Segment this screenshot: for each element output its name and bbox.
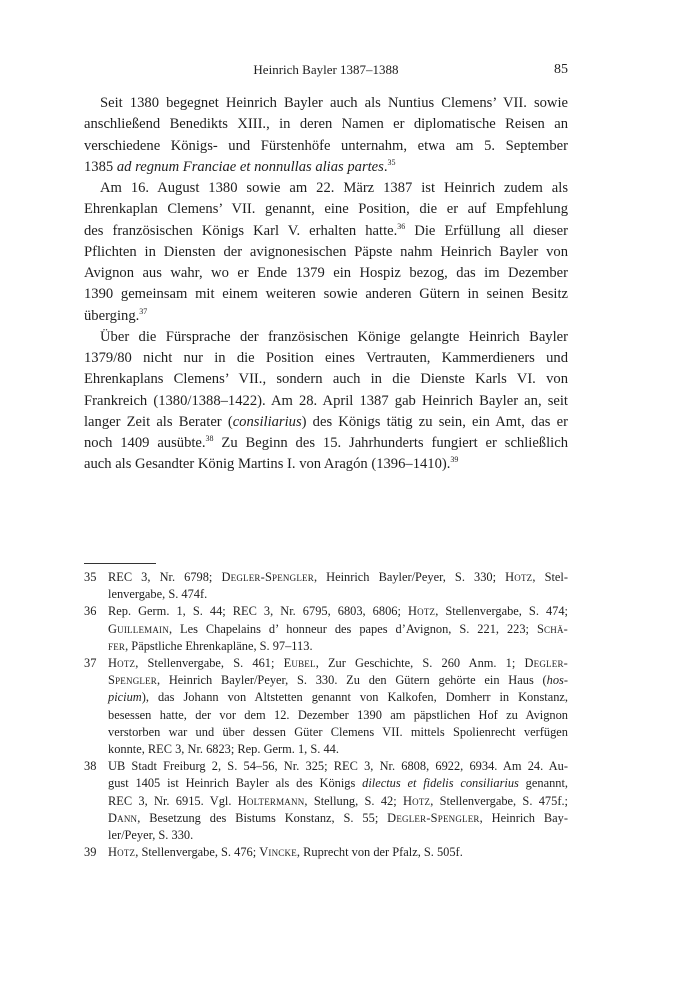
footnote-line: REC 3, Nr. 6798; Degler-Spengler, Heinrich Bayler/Peyer, S. 330; Hotz, Stel- [108,570,568,584]
footnote-ref-39: 39 [450,455,459,465]
text-line: Über die Fürsprache der französischen Könige gelangte Heinrich Bayler [100,328,568,345]
text-line: anschließend Benedikts XIII., in deren Namen er diplomatische Reisen an [84,116,568,133]
footnote-line: konnte, REC 3, Nr. 6823; Rep. Germ. 1, S. 44. [108,742,339,757]
footnote-number: 39 [84,845,97,860]
text-line: noch 1409 ausübte.$^{38}$ Zu Beginn des 15. Jahrhunderts fungiert er schließlich [84,434,568,451]
running-title: Heinrich Bayler 1387–1388 [253,62,399,77]
text-line: 1379/80 nicht nur in die Position eines Vertrauten, Kammerdieners und [84,350,568,366]
running-head [84,62,568,82]
footnote-36 [84,603,568,655]
footnote-line: Spengler, Heinrich Bayler/Peyer, S. 330. Zu den Gütern gehörte ein Haus (hos- [108,673,568,688]
text-line: Pflichten in Diensten der avignonesischen Päpste nahm Heinrich Bayler von [84,243,568,260]
footnote-line: UB Stadt Freiburg 2, S. 54–56, Nr. 325; REC 3, Nr. 6808, 6922, 6934. Am 24. Au- [108,759,568,774]
text-line: überging.$^{37}$ [84,306,148,324]
main-text [84,93,568,476]
footnote-line: Rep. Germ. 1, S. 44; REC 3, Nr. 6795, 6803, 6806; Hotz, Stellenvergabe, S. 474; [108,604,569,619]
footnote-38 [84,758,568,844]
footnote-number: 36 [84,604,97,619]
footnote-ref-38: 38 [205,434,214,444]
footnote-line: gust 1405 ist Heinrich Bayler als des Königs dilectus et fidelis consiliarius genannt, [108,776,568,791]
text-line: des französischen Königs Karl V. erhalten hatte.$^{36}$ Die Erfüllung all dieser [84,221,568,239]
footnote-line: Hotz, Stellenvergabe, S. 476; Vincke, Ruprecht von der Pfalz, S. 505f. [108,845,463,860]
footnote-number: 37 [84,656,97,671]
footnotes [84,569,568,861]
footnote-line: Guillemain, Les Chapelains d’ honneur des papes d’Avignon, S. 221, 223; Schä- [108,621,568,636]
footnote-line: fer, Päpstliche Ehrenkapläne, S. 97–113. [108,638,313,653]
footnote-separator [84,563,156,564]
footnote-ref-35: 35 [387,157,396,167]
page-number: 85 [554,62,568,77]
text-line: Seit 1380 begegnet Heinrich Bayler auch als Nuntius Clemens’ VII. sowie [100,95,568,111]
paragraph-2 [84,178,568,327]
text-line: Avignon aus wahr, wo er Ende 1379 ein Hospiz bezog, das im Dezember [84,265,568,281]
text-line: 1385 ad regnum Franciae et nonnullas alias partes.$^{35}$ [84,157,396,175]
footnote-line: verstorben war und über dessen Güter Clemens VII. mittels Spolienrecht verfügen [108,724,568,739]
footnote-line: Dann, Besetzung des Bistums Konstanz, S. 55; Degler-Spengler, Heinrich Bay- [108,810,568,825]
text-line: auch als Gesandter König Martins I. von Aragón (1396–1410).$^{39}$ [84,455,459,473]
footnote-number: 35 [84,570,97,584]
paragraph-1 [84,93,568,178]
text-line: Ehrenkaplan Clemens’ VII. genannt, eine Position, die er auf Empfehlung [84,201,568,218]
text-line: verschiedene Königs- und Fürstenhöfe unternahm, etwa am 5. September [84,137,568,154]
text-line: Ehrenkaplans Clemens’ VII., sondern auch in die Dienste Karls VI. von [84,371,568,388]
footnote-line: Hotz, Stellenvergabe, S. 461; Eubel, Zur Geschichte, S. 260 Anm. 1; Degler- [108,656,568,671]
footnote-ref-36: 36 [397,221,406,231]
text-line: 1390 gemeinsam mit einem weiteren sowie anderen Gütern in seinen Besitz [84,286,568,303]
paragraph-3 [84,327,568,476]
footnote-39 [84,844,568,861]
footnote-line: picium), das Johann von Altstetten genannt von Kalkofen, Domherr in Konstanz, [108,690,568,705]
footnote-37 [84,655,568,758]
footnote-line: ler/Peyer, S. 330. [108,828,194,843]
text-line: Frankreich (1380/1388–1422). Am 28. April 1387 gab Heinrich Bayler an, seit [84,392,568,409]
footnote-number: 38 [84,759,97,774]
text-line: Am 16. August 1380 sowie am 22. März 1387 ist Heinrich zudem als [100,180,568,196]
footnote-35 [84,569,568,603]
footnote-line: lenvergabe, S. 474f. [108,587,208,602]
text-line: langer Zeit als Berater (consiliarius) des Königs tätig zu sein, ein Amt, das er [84,413,568,430]
footnote-line: besessen hatte, der vor dem 12. Dezember 1390 am päpstlichen Hof zu Avignon [108,707,568,722]
footnote-ref-37: 37 [139,306,148,316]
footnote-line: REC 3, Nr. 6915. Vgl. Holtermann, Stellung, S. 42; Hotz, Stellenvergabe, S. 475f.; [108,793,568,808]
